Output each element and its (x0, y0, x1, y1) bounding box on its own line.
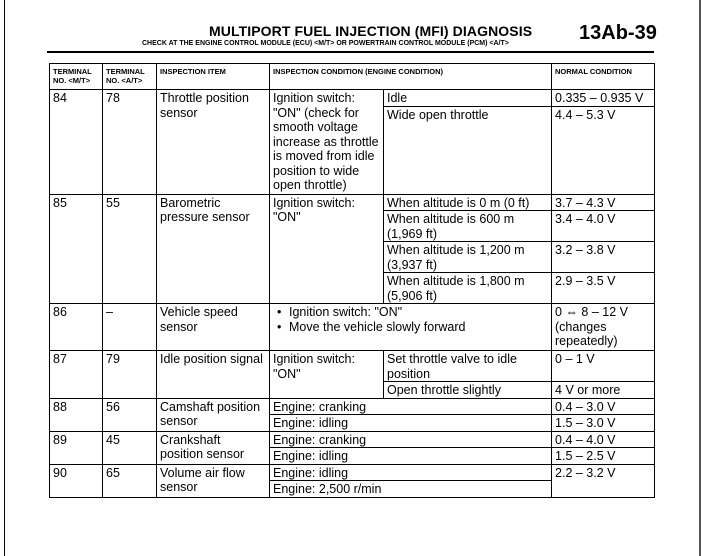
normal-condition-cell: 3.7 – 4.3 V (552, 194, 655, 211)
table-row (50, 351, 655, 382)
sub-condition-cell: When altitude is 1,200 m (3,937 ft) (384, 242, 552, 273)
condition-cell: Engine: 2,500 r/min (270, 481, 552, 498)
inspection-item-cell: Crankshaft position sensor (157, 431, 270, 464)
terminal-mt-cell: 89 (50, 431, 103, 464)
condition-cell: Engine: cranking (270, 398, 552, 415)
header-divider (47, 51, 654, 53)
normal-condition-cell: 4 V or more (552, 382, 655, 399)
sub-condition-cell: Set throttle valve to idle position (384, 351, 552, 382)
normal-condition-cell: 0.4 – 3.0 V (552, 398, 655, 415)
condition-cell: Engine: idling (270, 464, 552, 481)
terminal-mt-cell: 84 (50, 90, 103, 195)
sub-condition-cell: When altitude is 600 m (1,969 ft) (384, 211, 552, 242)
page-number: 13Ab-39 (579, 22, 657, 44)
terminal-mt-cell: 88 (50, 398, 103, 431)
terminal-at-cell: – (103, 304, 157, 351)
sub-condition-cell: Idle (384, 90, 552, 107)
terminal-at-cell: 79 (103, 351, 157, 399)
normal-condition-cell: 4.4 – 5.3 V (552, 106, 655, 194)
condition-cell: Ignition switch: "ON" (check for smooth voltage increase as throttle is moved from idle position to wide open throttle) (270, 90, 384, 195)
col-header-terminal-at: TERMINAL NO. <A/T> (103, 64, 157, 90)
condition-cell: Engine: idling (270, 448, 552, 465)
normal-condition-cell: 3.4 – 4.0 V (552, 211, 655, 242)
normal-condition-cell: 2.9 – 3.5 V (552, 273, 655, 304)
condition-bullet-list (273, 305, 548, 334)
terminal-at-cell: 45 (103, 431, 157, 464)
window-right-border (699, 0, 701, 556)
table-row (50, 431, 655, 448)
inspection-item-cell: Idle position signal (157, 351, 270, 399)
table-row (50, 194, 655, 211)
table-row (50, 90, 655, 107)
sub-condition-cell: When altitude is 0 m (0 ft) (384, 194, 552, 211)
inspection-item-cell: Camshaft position sensor (157, 398, 270, 431)
inspection-item-cell: Vehicle speed sensor (157, 304, 270, 351)
sub-condition-cell: Open throttle slightly (384, 382, 552, 399)
normal-condition-cell: 1.5 – 2.5 V (552, 448, 655, 465)
terminal-at-cell: 56 (103, 398, 157, 431)
sub-condition-cell: When altitude is 1,800 m (5,906 ft) (384, 273, 552, 304)
condition-cell: Ignition switch: "ON" (270, 351, 384, 399)
terminal-mt-cell: 87 (50, 351, 103, 399)
normal-condition-cell: 2.2 – 3.2 V (552, 464, 655, 497)
col-header-inspection-item: INSPECTION ITEM (157, 64, 270, 90)
inspection-item-cell: Volume air flow sensor (157, 464, 270, 497)
terminal-mt-cell: 90 (50, 464, 103, 497)
condition-cell: Ignition switch: "ON" (270, 194, 384, 304)
condition-bullet: • Ignition switch: "ON" (273, 305, 548, 320)
terminal-at-cell: 78 (103, 90, 157, 195)
page-left-border (4, 0, 5, 556)
condition-cell (270, 304, 552, 351)
terminal-mt-cell: 86 (50, 304, 103, 351)
page-title: MULTIPORT FUEL INJECTION (MFI) DIAGNOSIS (209, 23, 533, 39)
sub-condition-cell: Wide open throttle (384, 106, 552, 194)
terminal-at-cell: 55 (103, 194, 157, 304)
normal-condition-cell: 0 – 1 V (552, 351, 655, 382)
condition-bullet: • Move the vehicle slowly forward (273, 320, 548, 335)
normal-condition-cell: 0.4 – 4.0 V (552, 431, 655, 448)
col-header-terminal-mt: TERMINAL NO. <M/T> (50, 64, 103, 90)
inspection-item-cell: Throttle position sensor (157, 90, 270, 195)
table-header-row (50, 64, 655, 90)
normal-condition-cell: 0.335 – 0.935 V (552, 90, 655, 107)
table-row (50, 304, 655, 351)
col-header-inspection-condition: INSPECTION CONDITION (ENGINE CONDITION) (270, 64, 552, 90)
terminal-mt-cell: 85 (50, 194, 103, 304)
table-row (50, 464, 655, 481)
condition-cell: Engine: cranking (270, 431, 552, 448)
table-row (50, 398, 655, 415)
normal-condition-cell: 3.2 – 3.8 V (552, 242, 655, 273)
normal-condition-cell: 0 ⇔ 8 – 12 V (changes repeatedly) (552, 304, 655, 351)
page-subtitle: CHECK AT THE ENGINE CONTROL MODULE (ECU) <M/T> OR POWERTRAIN CONTROL MODULE (PCM) <A/T> (142, 40, 509, 47)
col-header-normal-condition: NORMAL CONDITION (552, 64, 655, 90)
normal-condition-cell: 1.5 – 3.0 V (552, 415, 655, 432)
inspection-item-cell: Barometric pressure sensor (157, 194, 270, 304)
condition-cell: Engine: idling (270, 415, 552, 432)
diagnosis-table (49, 63, 655, 498)
terminal-at-cell: 65 (103, 464, 157, 497)
